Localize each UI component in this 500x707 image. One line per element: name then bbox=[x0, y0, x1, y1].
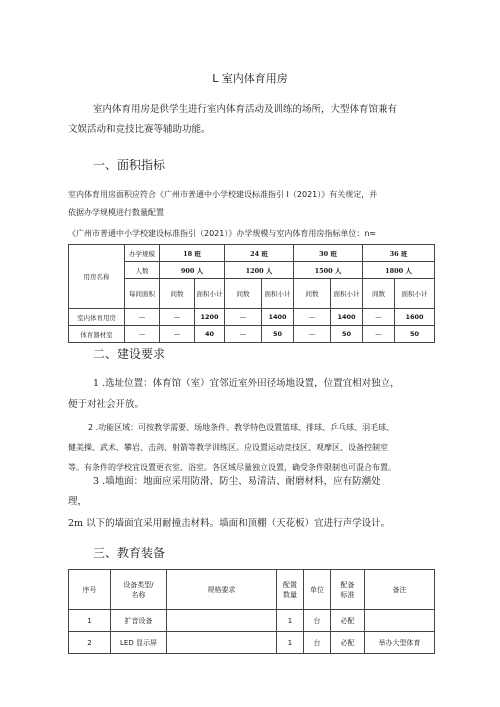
table-row-name: 室内体育用房 bbox=[69, 309, 125, 326]
table-cell: 必配 bbox=[331, 610, 365, 632]
group-classes: 30 班 bbox=[294, 245, 363, 262]
header-type: 设备类型/ 名称 bbox=[111, 570, 167, 610]
rooms-label: 间数 bbox=[363, 279, 395, 309]
table-cell: — bbox=[125, 326, 160, 343]
table-cell: 1400 bbox=[262, 309, 294, 326]
group-people: 1800 人 bbox=[363, 262, 435, 279]
table-cell bbox=[167, 632, 277, 654]
table-cell: 1 bbox=[69, 610, 111, 632]
rooms-label: 间数 bbox=[294, 279, 331, 309]
area-text-line-2: 依据办学规模进行数量配置 bbox=[68, 208, 164, 217]
rooms-label: 间数 bbox=[225, 279, 262, 309]
group-people: 1500 人 bbox=[294, 262, 363, 279]
table-cell: — bbox=[363, 326, 395, 343]
header-spec: 规格要求 bbox=[167, 570, 277, 610]
table-cell: 1 bbox=[277, 610, 304, 632]
group-people: 900 人 bbox=[160, 262, 225, 279]
equipment-table bbox=[68, 569, 435, 654]
table-cell bbox=[365, 610, 435, 632]
group-people: 1200 人 bbox=[225, 262, 294, 279]
table-row-name: 体育器材室 bbox=[69, 326, 125, 343]
table-cell: — bbox=[294, 326, 331, 343]
header-seq: 序号 bbox=[69, 570, 111, 610]
table-cell: — bbox=[125, 309, 160, 326]
subtotal-label: 面积小计 bbox=[395, 279, 435, 309]
intro-line-1: 室内体育用房是供学生进行室内体育活动及训练的场所，大型体育馆兼有 bbox=[93, 104, 398, 115]
table-cell: 扩音设备 bbox=[111, 610, 167, 632]
table-cell: 50 bbox=[262, 326, 294, 343]
table-cell: 台 bbox=[304, 632, 331, 654]
table-cell: 2 bbox=[69, 632, 111, 654]
table-cell: 举办大型体育 bbox=[365, 632, 435, 654]
area-index-table bbox=[68, 244, 435, 343]
table-cell: 1600 bbox=[395, 309, 435, 326]
table-cell: 50 bbox=[395, 326, 435, 343]
header-note: 备注 bbox=[365, 570, 435, 610]
group-classes: 18 班 bbox=[160, 245, 225, 262]
table-cell: 1200 bbox=[195, 309, 225, 326]
req1-line-2: 便于对社会开放。 bbox=[68, 399, 145, 410]
subtotal-label: 面积小计 bbox=[195, 279, 225, 309]
table-cell: 1400 bbox=[331, 309, 363, 326]
group-classes: 24 班 bbox=[225, 245, 294, 262]
page-title: L 室内体育用房 bbox=[212, 72, 288, 85]
req2-line-3: 等。有条件的学校宜设置更衣室、浴室。各区域尽量独立设置，确受条件限制也可混合布置。 bbox=[68, 463, 396, 472]
intro-line-2: 文娱活动和竞技比赛等辅助功能。 bbox=[68, 124, 211, 135]
people-label: 人数 bbox=[125, 262, 160, 279]
table-cell bbox=[167, 610, 277, 632]
per-area-label: 每间面积 bbox=[125, 279, 160, 309]
req2-line-2: 健美操、武术、攀岩、击剑、射箭等教学训练区。应设置运动竞技区、观摩区、设备控制室 bbox=[68, 443, 388, 452]
section-heading-equipment: 三、教育装备 bbox=[93, 546, 166, 560]
req1-line-1: 1 .选址位置：体育馆（室）宜邻近室外田径场地设置，位置宜相对独立， bbox=[93, 378, 400, 389]
subtotal-label: 面积小计 bbox=[262, 279, 294, 309]
table-cell: 40 bbox=[195, 326, 225, 343]
rooms-label: 间数 bbox=[160, 279, 195, 309]
req2-line-1: 2 .功能区域：可按教学需要、场地条件、教学特色设置篮球、排球、乒乓球、羽毛球、 bbox=[88, 423, 395, 432]
scale-label: 办学规模 bbox=[125, 245, 160, 262]
table-cell: — bbox=[225, 309, 262, 326]
table-cell: 必配 bbox=[331, 632, 365, 654]
header-qty: 配置 数量 bbox=[277, 570, 304, 610]
table1-caption: 《广州市普通中小学校建设标准指引（2021）》办学规模与室内体育用房指标单位：n≈ bbox=[68, 229, 377, 238]
table-cell: — bbox=[294, 309, 331, 326]
header-std: 配备 标准 bbox=[331, 570, 365, 610]
table-cell: 1 bbox=[277, 632, 304, 654]
group-classes: 36 班 bbox=[363, 245, 435, 262]
table-cell: LED 显示屏 bbox=[111, 632, 167, 654]
table-cell: — bbox=[225, 326, 262, 343]
subtotal-label: 面积小计 bbox=[331, 279, 363, 309]
req3-line-2: 理， bbox=[68, 496, 88, 507]
table-cell: — bbox=[160, 326, 195, 343]
table-cell: — bbox=[160, 309, 195, 326]
header-unit: 单位 bbox=[304, 570, 331, 610]
table-cell: 台 bbox=[304, 610, 331, 632]
req3-line-3: 2m 以下的墙面宜采用耐撞击材料。墙面和顶棚（天花板）宜进行声学设计。 bbox=[68, 518, 391, 529]
table-cell: — bbox=[363, 309, 395, 326]
table-cell: 50 bbox=[331, 326, 363, 343]
section-heading-construction: 二、建设要求 bbox=[93, 347, 166, 361]
section-heading-area: 一、面积指标 bbox=[93, 158, 166, 172]
col-room-name: 用房名称 bbox=[69, 245, 125, 309]
req3-line-1: 3 .墙地面：地面应采用防滑、防尘、易清洁、耐磨材料，应有防潮处 bbox=[93, 476, 381, 487]
area-text-line-1: 室内体育用房面积应符合《广州市普通中小学校建设标准指引 I（2021）》有关规定，并 bbox=[68, 190, 378, 199]
